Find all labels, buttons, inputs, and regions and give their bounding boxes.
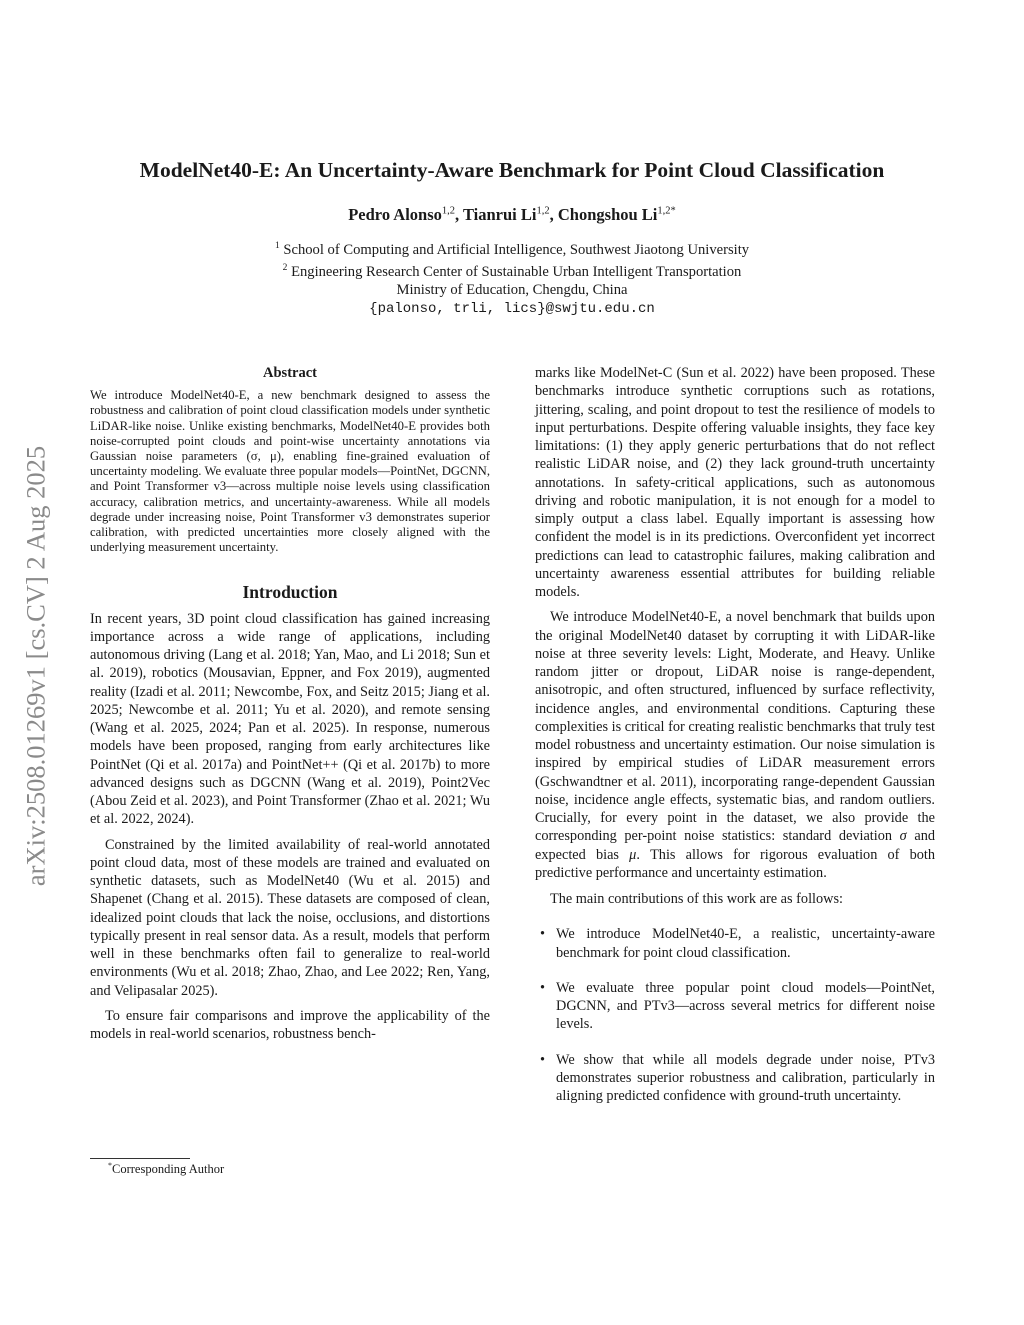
author-name: Chongshou Li xyxy=(557,205,658,224)
contributions-list xyxy=(535,925,935,1105)
author-emails: {palonso, trli, lics}@swjtu.edu.cn xyxy=(369,300,655,317)
contribution-item: • We introduce ModelNet40-E, a realistic, uncertainty-aware benchmark for point cloud classification. xyxy=(535,925,935,962)
author-separator: , xyxy=(549,205,558,224)
intro-paragraph-4: We introduce ModelNet40-E, a novel benchmark that builds upon the original ModelNet40 dataset by corrupting it with LiDAR-like noise at three severity levels: Light, Moderate, and Heavy. Unlike random jitter or dropout, LiDAR noise is range-dependent, anisotropic, and often structured, influenced by surface reflectivity, incidence angles, and environmental conditions. Capturing these complexities is critical for creating realistic benchmarks that truly test model robustness and uncertainty estimation. Our noise simulation is inspired by empirical studies of LiDAR measurement errors (Gschwandtner et al. 2011), incorporating range-dependent Gaussian noise, incidence angle effects, systematic bias, and random outliers. Crucially, for every point in the dataset, we also provide the corresponding per-point noise statistics: standard deviation σ and expected bias μ. This allows for rigorous evaluation of both predictive performance and uncertainty estimation. xyxy=(535,609,935,881)
footnote-divider xyxy=(90,1158,190,1159)
author-name: Pedro Alonso xyxy=(348,205,442,224)
footnote xyxy=(108,1161,224,1177)
author-separator: , xyxy=(455,205,463,224)
affiliation-mark: 1 xyxy=(274,241,280,251)
intro-paragraph-1: In recent years, 3D point cloud classification has gained increasing importance across a wide range of applications, including autonomous driving (Lang et al. 2018; Yan, Mao, and Li 2018; Sun et al. 2019), robotics (Mousavian, Eppner, and Fox 2019), augmented reality (Izadi et al. 2011; Newcombe, Fox, and Seitz 2015; Jiang et al. 2025; Newcombe et al. 2011; Yu et al. 2020), and remote sensing (Wang et al. 2025, 2024; Pan et al. 2025). In response, numerous models have been proposed, ranging from early architectures like PointNet (Qi et al. 2017a) and PointNet++ (Qi et al. 2017b) to more advanced designs such as DGCNN (Wang et al. 2019), Point2Vec (Abou Zeid et al. 2023), and Point Transformer (Zhao et al. 2021; Wu et al. 2022, 2024). xyxy=(90,610,490,828)
right-column xyxy=(535,364,935,1122)
contribution-item: • We evaluate three popular point cloud models—PointNet, DGCNN, and PTv3—across several metrics for different noise levels. xyxy=(535,979,935,1034)
author-affiliation-mark: 1,2 xyxy=(441,205,456,217)
contributions-intro: The main contributions of this work are as follows: xyxy=(550,891,844,907)
intro-paragraph-2: Constrained by the limited availability of real-world annotated point cloud data, most of these models are trained and evaluated on synthetic datasets, such as ModelNet40 (Wu et al. 2015) and Shapenet (Chang et al. 2015). These datasets are composed of clean, idealized point clouds that lack the noise, occlusions, and distortions typically present in real sensor data. As a result, models that perform well in these benchmarks often fail to generalize to real-world environments (Wu et al. 2018; Zhao, Zhao, and Lee 2022; Ren, Yang, and Velipasalar 2025). xyxy=(90,836,490,999)
affiliations xyxy=(60,237,964,318)
abstract-heading: Abstract xyxy=(263,365,317,381)
author-affiliation-mark: 1,2 xyxy=(536,205,550,217)
author-name: Tianrui Li xyxy=(462,205,537,224)
footnote-text: Corresponding Author xyxy=(112,1162,225,1177)
author-list xyxy=(60,205,964,225)
contribution-item: • We show that while all models degrade under noise, PTv3 demonstrates superior robustness and calibration, particularly in aligning predicted confidence with ground-truth uncertainty. xyxy=(535,1051,935,1106)
affiliation-line: Ministry of Education, Chengdu, China xyxy=(396,282,628,299)
affiliation-line: $^2$ Engineering Research Center of Sustainable Urban Intelligent Transportation xyxy=(282,263,742,281)
arxiv-identifier: arXiv:2508.01269v1 [cs.CV] 2 Aug 2025 xyxy=(20,445,51,887)
mu-symbol: μ xyxy=(629,846,637,863)
sigma-symbol: σ xyxy=(899,828,907,845)
introduction-heading: Introduction xyxy=(242,582,338,603)
abstract-text: We introduce ModelNet40-E, a new benchmark designed to assess the robustness and calibration of point cloud classification models under synthetic LiDAR-like noise. Unlike existing benchmarks, ModelNet40-E provides both noise-corrupted point clouds and point-wise uncertainty annotations via Gaussian noise parameters (σ, μ), enabling fine-grained evaluation of uncertainty modeling. We evaluate three popular models—PointNet, DGCNN, and Point Transformer v3—across multiple noise levels using classification accuracy, calibration metrics, and uncertainty-awareness. While all models degrade under increasing noise, Point Transformer v3 demonstrates superior calibration, with predicted uncertainties more closely aligned with the underlying measurement uncertainty. xyxy=(90,388,490,555)
footnote-mark: * xyxy=(108,1161,112,1170)
paper-title: ModelNet40-E: An Uncertainty-Aware Benchmark for Point Cloud Classification xyxy=(139,158,885,182)
intro-paragraph-3: To ensure fair comparisons and improve the applicability of the models in real-world scenarios, robustness bench- xyxy=(90,1007,490,1043)
affiliation-mark: 2 xyxy=(282,263,288,274)
author-affiliation-mark: 1,2* xyxy=(657,205,676,217)
arxiv-sidebar-stamp xyxy=(14,376,58,956)
affiliation-line: $^1$ School of Computing and Artificial Intelligence, Southwest Jiaotong University xyxy=(274,241,750,258)
intro-paragraph-3-continued: marks like ModelNet-C (Sun et al. 2022) have been proposed. These benchmarks introduce synthetic corruptions such as rotations, jittering, scaling, and point dropout to test the resilience of models to input perturbations. Despite offering valuable insights, they face key limitations: (1) they apply generic perturbations that do not reflect realistic LiDAR noise, and (2) they lack ground-truth uncertainty annotations. In safety-critical applications, such as autonomous driving and robotic manipulation, it is not enough for a model to simply output a class label. Equally important is assessing how confident the model is in its predictions. Overconfident yet incorrect predictions can lead to catastrophic failures, making calibration and uncertainty awareness essential attributes for building reliable models. xyxy=(535,365,935,600)
left-column xyxy=(90,364,490,1043)
